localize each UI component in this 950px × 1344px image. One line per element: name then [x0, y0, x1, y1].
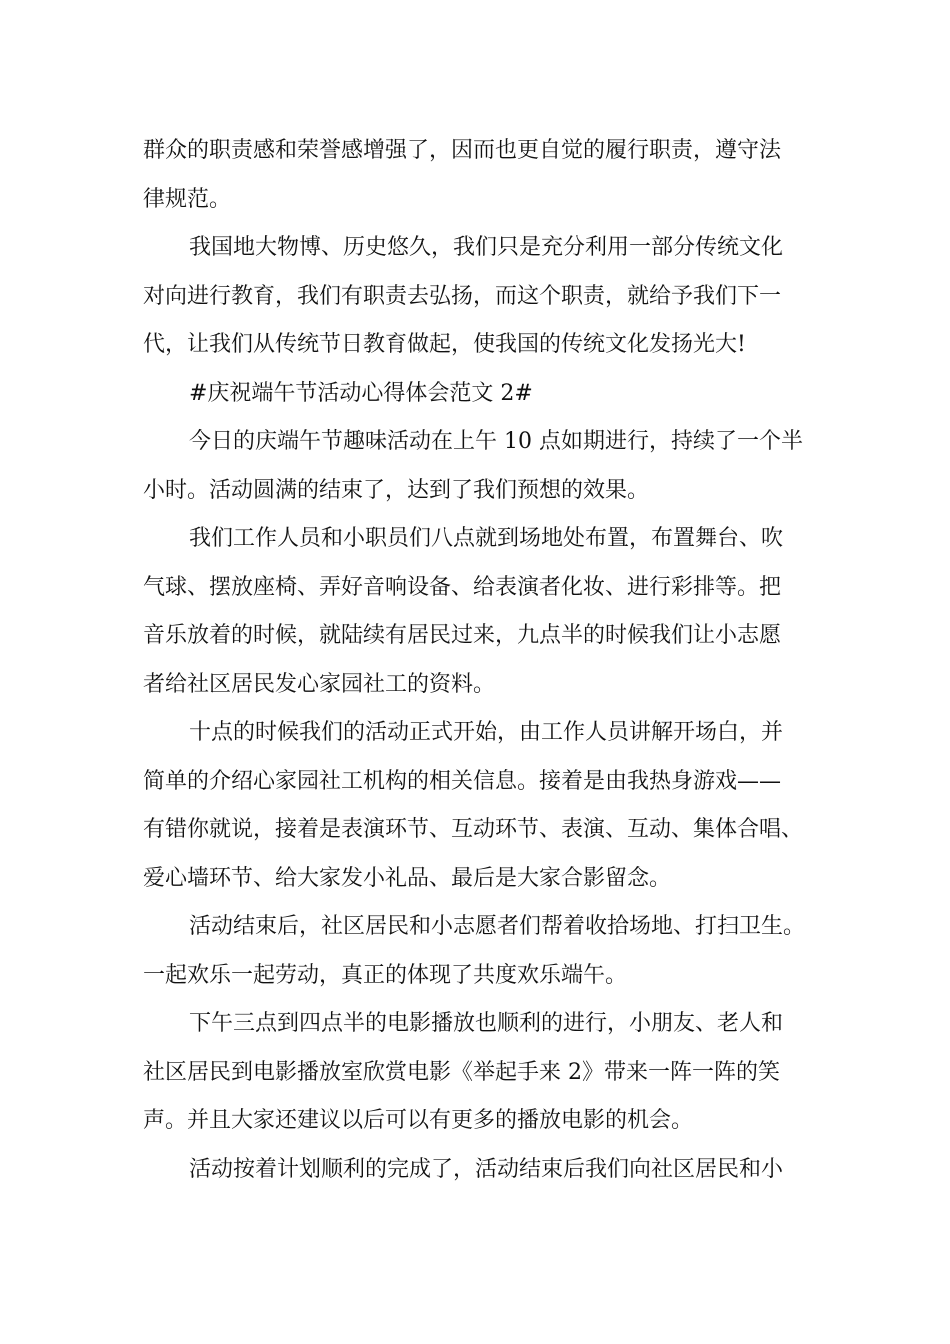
paragraph: [143, 224, 823, 370]
text-line: 律规范。: [143, 186, 232, 212]
text-line: 活动结束后，社区居民和小志愿者们帮着收拾场地、打扫卫生。: [189, 914, 806, 939]
paragraph: [143, 903, 823, 1000]
paragraph: [143, 127, 823, 224]
text-line: 下午三点到四点半的电影播放也顺利的进行，小朋友、老人和: [189, 1011, 784, 1036]
text-line: 十点的时候我们的活动正式开始，由工作人员讲解开场白，并: [189, 720, 784, 745]
text-line: 小时。活动圆满的结束了，达到了我们预想的效果。: [143, 477, 650, 503]
text-line: 音乐放着的时候，就陆续有居民过来，九点半的时候我们让小志愿: [143, 623, 782, 648]
text-line: 群众的职责感和荣誉感增强了，因而也更自觉的履行职责，遵守法: [143, 138, 782, 163]
text-line: 代，让我们从传统节日教育做起，使我国的传统文化发扬光大!: [143, 332, 746, 357]
text-line: #庆祝端午节活动心得体会范文 2#: [189, 380, 533, 406]
text-line: 我们工作人员和小职员们八点就到场地处布置，布置舞台、吹: [189, 526, 784, 551]
text-line: 简单的介绍心家园社工机构的相关信息。接着是由我热身游戏——: [143, 768, 782, 794]
text-line: 今日的庆端午节趣味活动在上午 10 点如期进行，持续了一个半: [189, 429, 803, 454]
paragraph: [143, 709, 823, 903]
paragraph: [143, 1146, 823, 1195]
paragraph: [143, 418, 823, 515]
text-line: 气球、摆放座椅、弄好音响设备、给表演者化妆、进行彩排等。把: [143, 574, 782, 600]
text-line: 我国地大物博、历史悠久，我们只是充分利用一部分传统文化: [189, 235, 784, 260]
paragraph: [143, 370, 823, 419]
text-line: 有错你就说，接着是表演环节、互动环节、表演、互动、集体合唱、: [143, 817, 804, 842]
paragraph: [143, 1000, 823, 1146]
text-line: 活动按着计划顺利的完成了，活动结束后我们向社区居民和小: [189, 1156, 784, 1182]
text-line: 社区居民到电影播放室欣赏电影《举起手来 2》带来一阵一阵的笑: [143, 1059, 780, 1085]
text-line: 一起欢乐一起劳动，真正的体现了共度欢乐端午。: [143, 962, 628, 988]
text-line: 爱心墙环节、给大家发小礼品、最后是大家合影留念。: [143, 865, 672, 891]
text-line: 声。并且大家还建议以后可以有更多的播放电影的机会。: [143, 1108, 694, 1133]
text-line: 者给社区居民发心家园社工的资料。: [143, 671, 496, 697]
paragraph: [143, 515, 823, 709]
document-body: [143, 127, 823, 1194]
text-line: 对向进行教育，我们有职责去弘扬，而这个职责，就给予我们下一: [143, 283, 782, 309]
